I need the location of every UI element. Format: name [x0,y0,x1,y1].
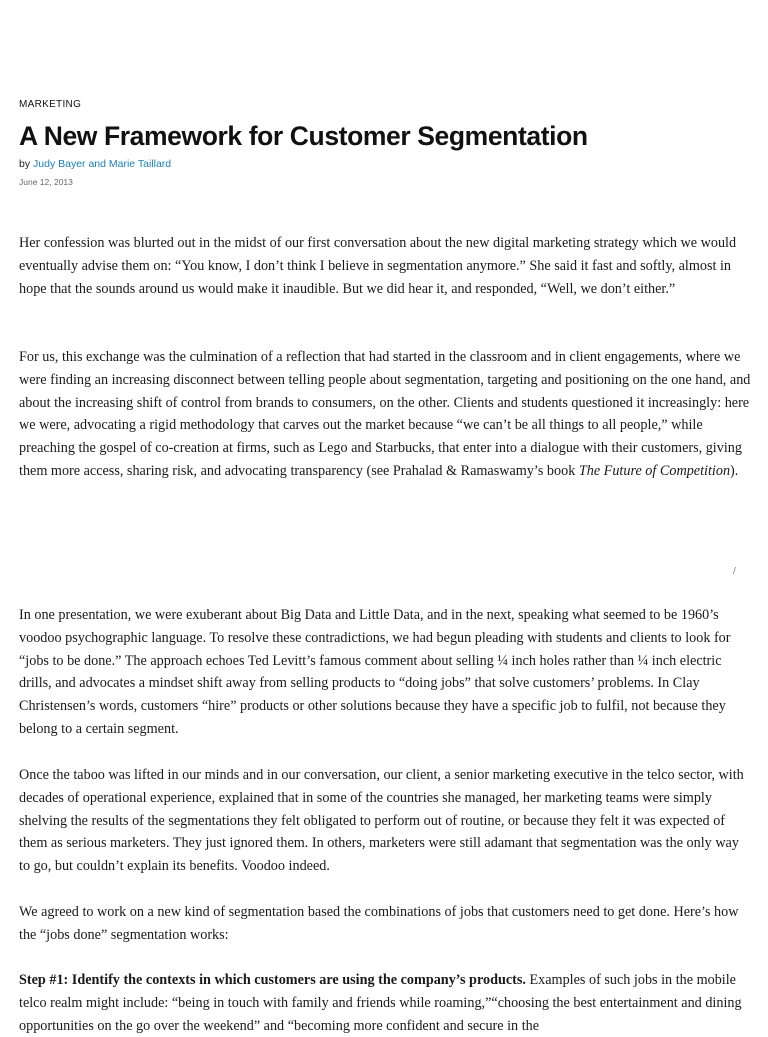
paragraph-3: In one presentation, we were exuberant about Big Data and Little Data, and in the next, speaking what seemed to be 1960’s voodoo psychographic language. To resolve these contradictions, we had begun pleading with students and clients to look for “jobs to be done.” The approach echoes Ted Levitt’s famous comment about selling ¼ inch holes rather than ¼ inch electric drills, and advocates a mindset shift away from selling products to “doing jobs” that solve customers’ problems. In Clay Christensen’s words, customers “hire” products or other solutions because they have a specific job to fulfil, not because they belong to a certain segment. [19,607,731,737]
paragraph-6-text: Examples of such jobs in the mobile telco realm might include: “being in touch with family and friends while roaming,”“choosing the best entertainment and dining opportunities on the go over the weekend” and “becoming more confident and secure in the [19,972,742,1034]
separator-mark: / [733,566,736,577]
paragraph-5: We agreed to work on a new kind of segmentation based the combinations of jobs that customers need to get done. Here’s how the “jobs done” segmentation works: [19,904,739,943]
author-link[interactable]: Judy Bayer and Marie Taillard [33,158,172,170]
byline [19,157,749,171]
paragraph-2-end: ). [730,462,739,479]
category-link[interactable]: MARKETING [19,99,82,110]
paragraph-4: Once the taboo was lifted in our minds and in our conversation, our client, a senior marketing executive in the telco sector, with decades of operational experience, explained that in some of the countries she managed, her marketing teams were simply shelving the results of the segmentations they felt obligated to perform out of routine, or because they felt it was expected of them as serious marketers. They just ignored them. In others, marketers were still adamant that segmentation was the only way to go, but couldn’t explain its benefits. Voodoo indeed. [19,767,744,875]
article-header [19,94,749,187]
paragraph-6 [19,969,751,1037]
paragraph-2-text: For us, this exchange was the culmination of a reflection that had started in the classroom and in client engagements, where we were finding an increasing disconnect between telling people about segmentation, targeting and positioning on the one hand, and about the increasing shift of control from brands to consumers, on the other. Clients and students questioned it increasingly: here we were, advocating a rigid methodology that carves out the market because “we can’t be all things to all people,” while preaching the gospel of co-creation at firms, such as Lego and Starbucks, that enter into a dialogue with their customers, giving them more access, sharing risk, and advocating transparency (see Prahalad & Ramaswamy’s book [19,349,751,479]
paragraph-2 [19,346,751,483]
book-title: The Future of Competition [578,462,731,479]
byline-prefix: by [19,158,31,170]
paragraph-1: Her confession was blurted out in the midst of our first conversation about the new digital marketing strategy which we would eventually advise them on: “You know, I don’t think I believe in segmentation anymore.” She said it fast and softly, almost in hope that the sounds around us would make it inaudible. But we did hear it, and responded, “Well, we don’t either.” [19,235,737,297]
step-1-heading: Step #1: Identify the contexts in which customers are using the company’s products. [19,972,526,988]
article-title: A New Framework for Customer Segmentation [19,121,588,151]
publish-date: June 12, 2013 [19,177,73,187]
